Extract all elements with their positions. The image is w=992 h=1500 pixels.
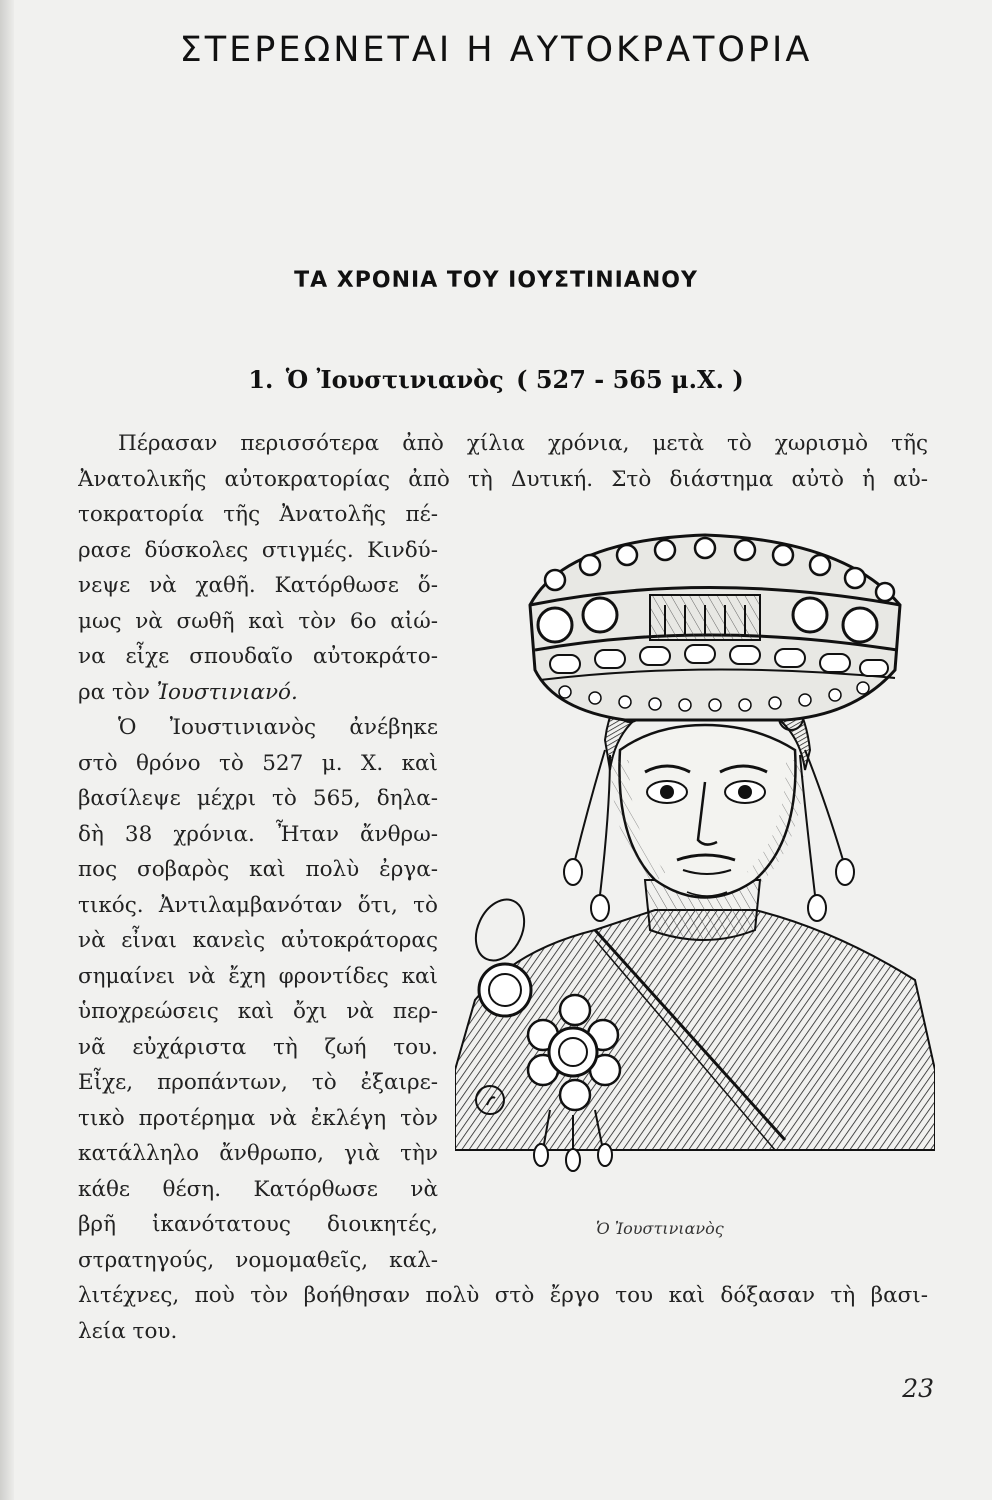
text-line: ὑποχρεώσεις καὶ ὄχι νὰ περ- [78,999,438,1024]
text-line: πος σοβαρὸς καὶ πολὺ ἐργα- [78,857,438,882]
paragraph-narrow-column [78,497,438,1278]
chapter-title: ΤΑ ΧΡΟΝΙΑ ΤΟΥ ΙΟΥΣΤΙΝΙΑΝΟΥ [294,268,698,293]
text-line: στρατηγούς, νομομαθεῖς, καλ- [78,1247,438,1273]
section-dates: ( 527 - 565 μ.Χ. ) [516,365,744,394]
text-line: λεία του. [78,1318,178,1344]
text-fragment: ρα τὸν [78,679,150,705]
text-line: Πέρασαν περισσότερα ἀπὸ χίλια χρόνια, μετὰ τὸ χωρισμὸ τῆς [118,431,928,456]
text-line: μως νὰ σωθῆ καὶ τὸν 6ο αἰώ- [78,608,438,634]
text-line: λιτέχνες, ποὺ τὸν βοήθησαν πολὺ στὸ ἔργο του καὶ δόξασαν τὴ βασι- [78,1283,928,1308]
text-line: Ἀνατολικῆς αὐτοκρατορίας ἀπὸ τὴ Δυτική. Στὸ διάστημα αὐτὸ ἡ αὐ- [78,466,928,492]
text-line: τικὸ προτέρημα νὰ ἐκλέγη τὸν [78,1105,438,1131]
text-line: νὰ εἶναι κανεὶς αὐτοκράτορας [78,928,438,953]
robe [455,910,935,1180]
text-line: βασίλεψε μέχρι τὸ 565, δηλα- [78,786,438,811]
paragraph-2-full [78,1278,928,1349]
text-line: Ὁ Ἰουστινιανὸς ἀνέβηκε [118,715,438,740]
text-line: κατάλληλο ἄνθρωπο, γιὰ τὴν [78,1141,438,1166]
text-line: δὴ 38 χρόνια. Ἦταν ἄνθρω- [78,821,438,847]
text-line: ρασε δύσκολες στιγμές. Κινδύ- [78,537,438,563]
text-line: σημαίνει νὰ ἔχη φροντίδες καὶ [78,963,438,989]
text-line: βρῆ ἱκανότατους διοικητές, [78,1212,438,1237]
text-line: νᾶ εὐχάριστα τὴ ζωή του. [78,1034,438,1060]
text-line: να εἶχε σπουδαῖο αὐτοκράτο- [78,644,438,669]
text-line: κάθε θέση. Κατόρθωσε νὰ [78,1176,438,1202]
figure-caption: Ὁ Ἰουστινιανὸς [596,1219,724,1238]
justinian-portrait-illustration [455,510,935,1180]
face [619,725,795,898]
paragraph-1-full [78,426,928,497]
text-line: τικός. Ἀντιλαμβανόταν ὅτι, τὸ [78,892,438,918]
text-line [78,675,438,711]
text-line: νεψε νὰ χαθῆ. Κατόρθωσε ὅ- [78,573,438,598]
page-edge [0,0,14,1500]
section-number: 1. [248,365,274,394]
running-title: ΣΤΕΡΕΩΝΕΤΑΙ Η ΑΥΤΟΚΡΑΤΟΡΙΑ [179,30,813,70]
text-line: τοκρατορία τῆς Ἀνατολῆς πέ- [78,502,438,527]
page-number: 23 [902,1374,934,1403]
emperor-name: Ἰουστινιανό. [156,679,298,705]
text-line: Εἶχε, προπάντων, τὸ ἐξαιρε- [78,1070,438,1095]
section-title: Ὁ Ἰουστινιανὸς [285,365,504,394]
crown [530,535,900,720]
text-line: στὸ θρόνο τὸ 527 μ. Χ. καὶ [78,750,438,776]
section-heading [0,365,992,394]
